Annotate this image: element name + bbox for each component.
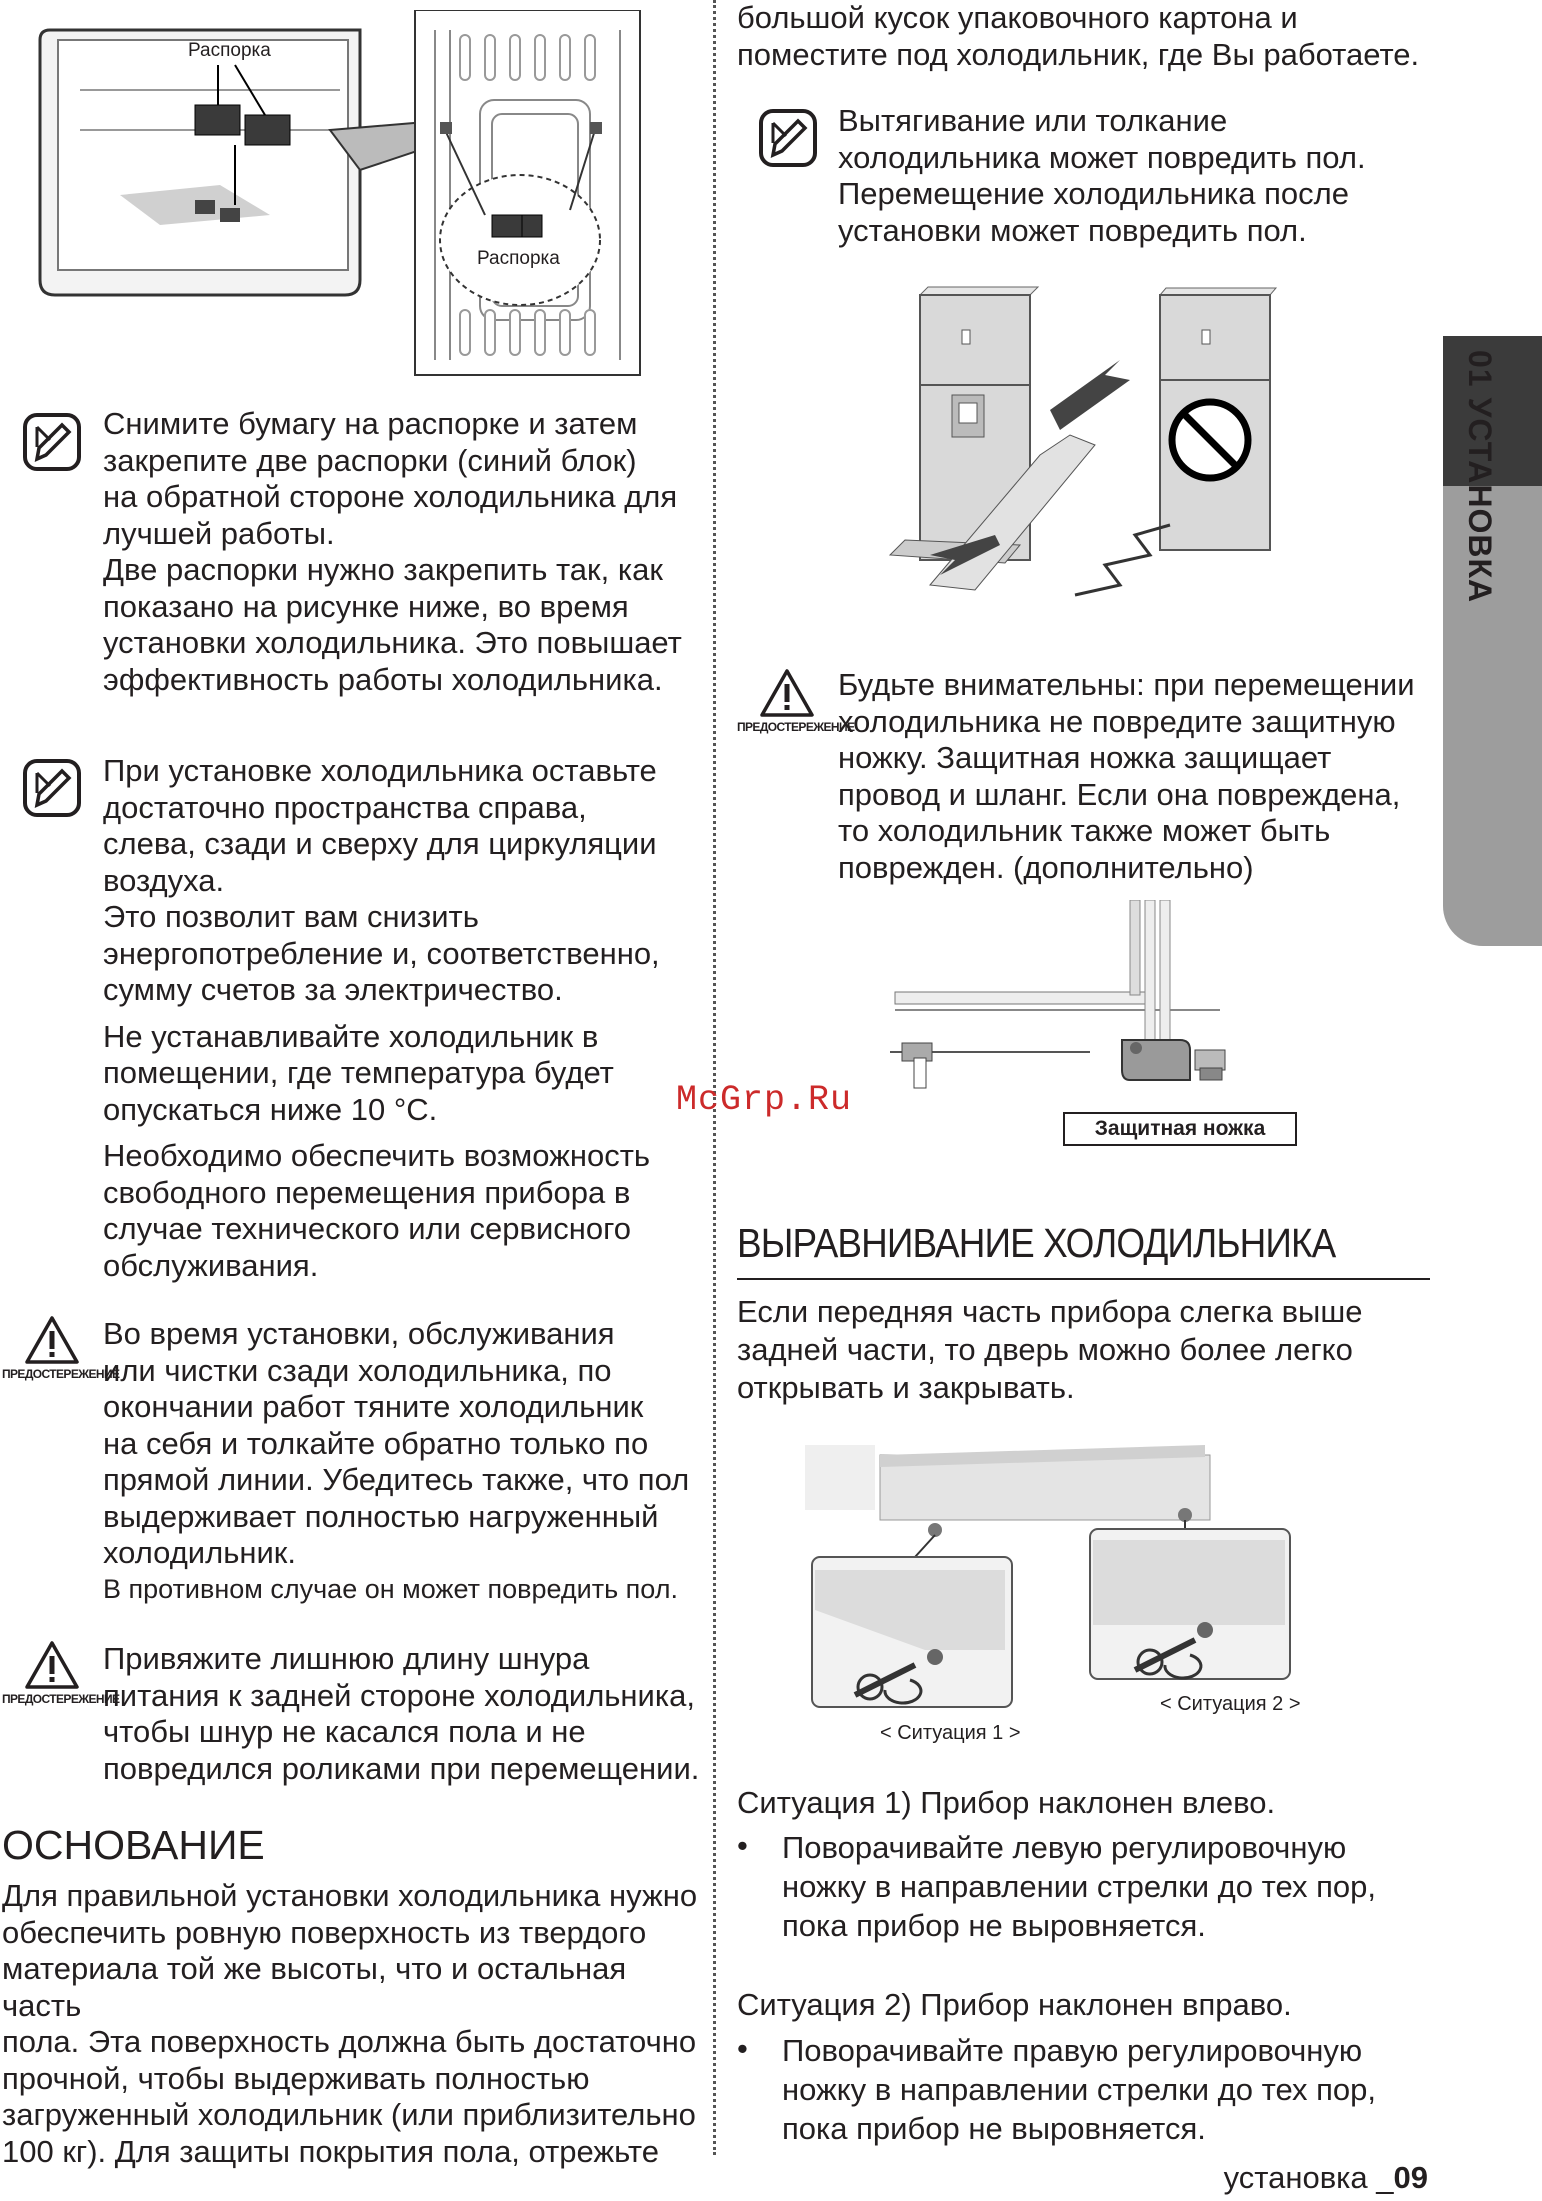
watermark: McGrp.Ru	[676, 1080, 853, 1120]
text-line: лучшей работы.	[103, 515, 335, 551]
warning-icon	[737, 668, 855, 748]
note-icon	[22, 758, 82, 818]
warning-icon	[2, 1640, 120, 1720]
leveling-figure	[805, 1445, 1365, 1715]
warning-move-straight	[103, 1316, 713, 1606]
caption-situation-1: < Ситуация 1 >	[880, 1722, 1021, 1744]
text-line: Это позволит вам снизить	[103, 899, 479, 934]
spacer-label-bottom: Распорка	[477, 248, 560, 269]
text-line: то холодильник также может быть	[838, 813, 1331, 848]
note-icon	[22, 412, 82, 472]
text-line: ножку. Защитная ножка защищает	[838, 740, 1332, 775]
text-line: сумму счетов за электричество.	[103, 972, 563, 1007]
footer-section: установка _	[1223, 2160, 1394, 2195]
text-line: окончании работ тяните холодильник	[103, 1389, 644, 1424]
text-line: Вытягивание или толкание	[838, 103, 1228, 138]
text-line: поместите под холодильник, где Вы работаете.	[737, 36, 1420, 72]
text-line: Снимите бумагу на распорке и затем	[103, 406, 638, 441]
situation-1-instructions	[782, 1828, 1442, 1945]
caption-situation-2: < Ситуация 2 >	[1160, 1693, 1301, 1715]
protective-leg-figure	[890, 900, 1290, 1100]
text-line: выдерживает полностью нагруженный	[103, 1498, 659, 1534]
text-line: обеспечить ровную поверхность из твердого	[2, 1914, 647, 1950]
text-line: опускаться ниже 10 °C.	[103, 1091, 438, 1127]
text-line: закрепите две распорки (синий блок)	[103, 442, 637, 478]
text-line: ножку в направлении стрелки до тех пор,	[782, 1869, 1377, 1904]
text-line: на обратной стороне холодильника для	[103, 479, 678, 514]
continuation-text	[737, 0, 1437, 73]
text-line: При установке холодильника оставьте	[103, 753, 657, 788]
text-line: провод и шланг. Если она повреждена,	[838, 776, 1401, 812]
text-line: обслуживания.	[103, 1247, 319, 1283]
text-line: прямой линии. Убедитесь также, что пол	[103, 1462, 690, 1497]
text-line: Необходимо обеспечить возможность	[103, 1138, 651, 1173]
text-line: Во время установки, обслуживания	[103, 1316, 615, 1351]
section-title-leveling: ВЫРАВНИВАНИЕ ХОЛОДИЛЬНИКА	[737, 1220, 1336, 1266]
note-floor-damage	[838, 103, 1438, 249]
situation-1-title: Ситуация 1) Прибор наклонен влево.	[737, 1785, 1276, 1820]
text-line: холодильника не повредите защитную	[838, 703, 1396, 739]
text-line: Не устанавливайте холодильник в	[103, 1018, 599, 1054]
text-line: Для правильной установки холодильника нужно	[2, 1878, 698, 1913]
text-line: Поворачивайте правую регулировочную	[782, 2033, 1363, 2068]
text-line: Поворачивайте левую регулировочную	[782, 1830, 1347, 1865]
warning-label: ПРЕДОСТЕРЕЖЕНИЕ	[2, 1367, 120, 1381]
text-line: показано на рисунке ниже, во время	[103, 588, 629, 624]
text-line: Будьте внимательны: при перемещении	[838, 667, 1415, 702]
section-underline	[737, 1278, 1430, 1280]
text-line: случае технического или сервисного	[103, 1211, 632, 1246]
text-line: на себя и толкайте обратно только по	[103, 1425, 649, 1461]
situation-2-title: Ситуация 2) Прибор наклонен вправо.	[737, 1987, 1292, 2022]
text-line: загруженный холодильник (или приблизительно	[2, 2097, 696, 2132]
text-line: свободного перемещения прибора в	[103, 1174, 631, 1210]
text-line: Привяжите лишнюю длину шнура	[103, 1641, 590, 1676]
text-line: материала той же высоты, что и остальная часть	[2, 1951, 627, 2023]
text-line: Две распорки нужно закрепить так, как	[103, 552, 663, 587]
section-title-base: ОСНОВАНИЕ	[2, 1822, 265, 1868]
text-line: холодильника может повредить пол.	[838, 139, 1366, 175]
warning-icon	[2, 1315, 120, 1395]
text-line: задней части, то дверь можно более легко	[737, 1332, 1353, 1367]
column-divider	[713, 0, 716, 2155]
text-line: поврежден. (дополнительно)	[838, 849, 1254, 885]
protective-leg-label: Защитная ножка	[1063, 1112, 1297, 1146]
note-install-spacers	[103, 406, 703, 698]
warning-protective-leg	[838, 667, 1438, 886]
text-line: установки холодильника. Это повышает	[103, 625, 682, 660]
note-icon	[758, 108, 818, 168]
spacer-figure	[30, 10, 670, 380]
text-line: эффективность работы холодильника.	[103, 661, 663, 697]
text-line: установки может повредить пол.	[838, 212, 1307, 248]
text-line: слева, сзади и сверху для циркуляции	[103, 826, 657, 861]
text-line: Если передняя часть прибора слегка выше	[737, 1294, 1363, 1329]
text-line: питания к задней стороне холодильника,	[103, 1677, 695, 1713]
text-line: повредился роликами при перемещении.	[103, 1750, 700, 1786]
bullet: •	[737, 2031, 748, 2066]
leveling-intro	[737, 1293, 1437, 1407]
text-line: Перемещение холодильника после	[838, 176, 1349, 211]
text-line: холодильник.	[103, 1535, 296, 1570]
text-line: или чистки сзади холодильника, по	[103, 1352, 612, 1388]
side-tab-label: 01 УСТАНОВКА	[1462, 350, 1498, 604]
text-line: достаточно пространства справа,	[103, 789, 587, 825]
text-line: пока прибор не выровняется.	[782, 1908, 1206, 1943]
text-line: открывать и закрывать.	[737, 1370, 1075, 1405]
text-line: пока прибор не выровняется.	[782, 2111, 1206, 2146]
warning-label: ПРЕДОСТЕРЕЖЕНИЕ	[737, 720, 855, 734]
warning-label: ПРЕДОСТЕРЕЖЕНИЕ	[2, 1692, 120, 1706]
note-clearance	[103, 753, 703, 1284]
text-line: воздуха.	[103, 862, 225, 898]
moving-fridge-figure	[880, 285, 1290, 605]
text-line: большой кусок упаковочного картона и	[737, 0, 1298, 35]
text-line: 100 кг). Для защиты покрытия пола, отрежьте	[2, 2133, 659, 2169]
text-line: прочной, чтобы выдерживать полностью	[2, 2060, 590, 2096]
text-line: В противном случае он может повредить пол.	[103, 1573, 678, 1604]
text-line: пола. Эта поверхность должна быть достаточно	[2, 2024, 697, 2059]
situation-2-instructions	[782, 2031, 1442, 2148]
text-line: энергопотребление и, соответственно,	[103, 935, 660, 971]
section-base-body	[2, 1878, 707, 2170]
warning-power-cord	[103, 1641, 713, 1787]
text-line: чтобы шнур не касался пола и не	[103, 1714, 586, 1749]
text-line: ножку в направлении стрелки до тех пор,	[782, 2072, 1377, 2107]
text-line: помещении, где температура будет	[103, 1055, 614, 1090]
spacer-label-top: Распорка	[188, 40, 271, 61]
page-footer	[1224, 2160, 1428, 2196]
page-number: 09	[1393, 2160, 1428, 2195]
bullet: •	[737, 1828, 748, 1863]
